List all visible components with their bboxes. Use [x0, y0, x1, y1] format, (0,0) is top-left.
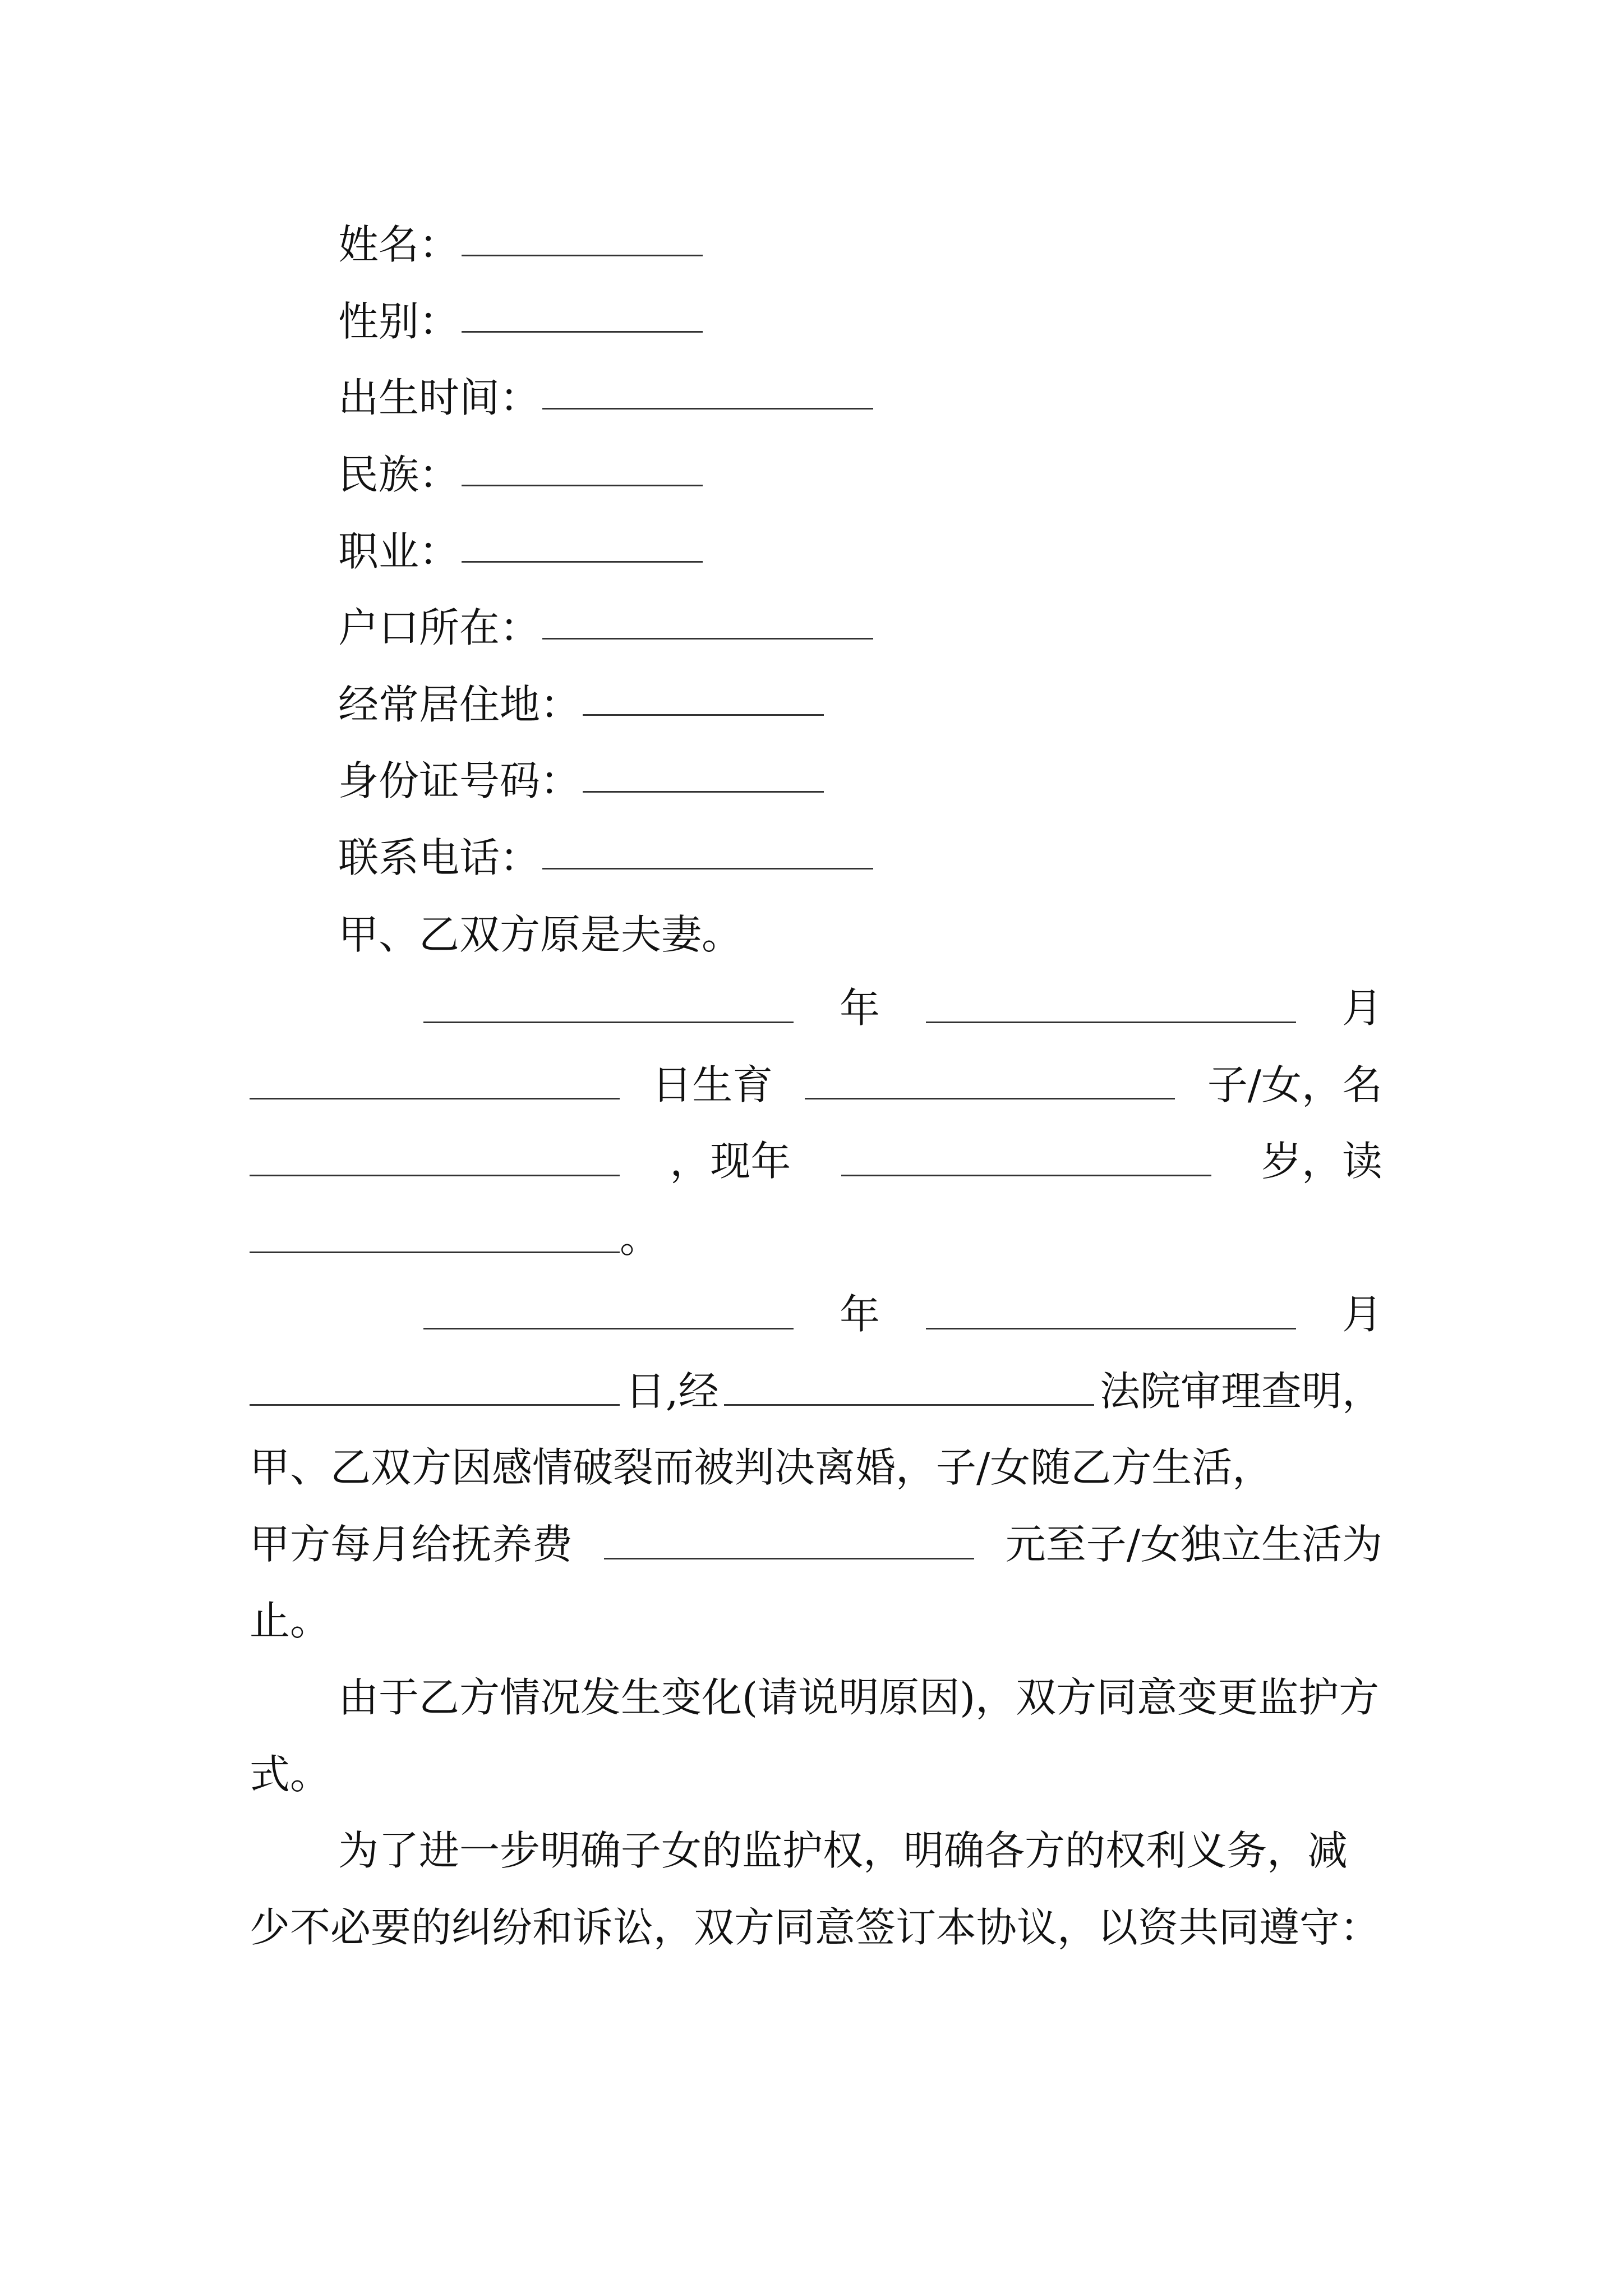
birth-line-1	[250, 970, 1382, 1047]
fill-blank[interactable]	[423, 1300, 794, 1329]
court-line-1	[250, 1276, 1382, 1353]
fill-blank[interactable]	[926, 993, 1296, 1023]
child-label: 子/女，名	[1207, 1061, 1382, 1108]
field-label: 联系电话：	[338, 834, 541, 882]
court-line-5	[250, 1582, 1382, 1659]
period-label: 。	[620, 1214, 661, 1262]
field-occupation	[338, 509, 873, 586]
court-line-4	[250, 1506, 1382, 1583]
study-label: 岁，读	[1261, 1138, 1382, 1185]
field-label: 户口所在：	[338, 604, 541, 652]
fill-blank[interactable]	[423, 993, 794, 1023]
judgment-text: 甲、乙双方因感情破裂而被判决离婚，子/女随乙方生活，	[250, 1444, 1273, 1492]
fill-blank[interactable]	[542, 610, 873, 639]
field-label: 身份证号码：	[338, 757, 581, 805]
field-label: 出生时间：	[338, 374, 541, 422]
agreement-text: 为了进一步明确子女的监护权，明确各方的权利义务，减少不必要的纠纷和诉讼，双方同意签订本协议，以资共同遵守：	[250, 1827, 1381, 1951]
fill-blank[interactable]	[250, 1147, 620, 1176]
field-label: 性别：	[338, 297, 460, 345]
support-fee-label: 甲方每月给抚养费	[250, 1520, 573, 1568]
birth-line-4	[250, 1200, 1382, 1277]
fill-blank[interactable]	[604, 1530, 974, 1559]
court-tail-label: 法院审理查明，	[1099, 1367, 1382, 1415]
fill-blank[interactable]	[583, 763, 824, 793]
fill-blank[interactable]	[250, 1223, 620, 1253]
fill-blank[interactable]	[724, 1376, 1094, 1406]
month-label: 月	[1341, 1291, 1382, 1338]
year-label: 年	[839, 984, 880, 1032]
field-ethnicity	[338, 433, 873, 510]
field-label: 姓名：	[338, 221, 460, 269]
fill-blank[interactable]	[841, 1147, 1211, 1176]
fill-blank[interactable]	[250, 1070, 620, 1099]
party-info-fields	[338, 203, 873, 969]
fill-blank[interactable]	[250, 1376, 620, 1406]
fill-blank[interactable]	[462, 533, 703, 563]
fill-blank[interactable]	[462, 457, 703, 486]
birth-line-3	[250, 1123, 1382, 1200]
birth-line-2	[250, 1047, 1382, 1124]
month-label: 月	[1341, 984, 1382, 1032]
fill-blank[interactable]	[542, 380, 873, 409]
day-birth-label: 日生育	[652, 1061, 773, 1108]
support-until-label: 元至子/女独立生活为	[1005, 1520, 1382, 1568]
field-gender	[338, 280, 873, 357]
fill-blank[interactable]	[542, 840, 873, 869]
change-paragraph	[250, 1659, 1382, 1812]
fill-blank[interactable]	[462, 303, 703, 333]
marriage-statement	[338, 892, 873, 969]
field-id-number	[338, 739, 873, 816]
fill-blank[interactable]	[583, 686, 824, 716]
field-household-registration	[338, 586, 873, 663]
agreement-paragraph	[250, 1812, 1382, 1966]
statement-text: 甲、乙双方原是夫妻。	[338, 910, 743, 958]
fill-blank[interactable]	[462, 227, 703, 256]
fill-blank[interactable]	[805, 1070, 1175, 1099]
field-label: 经常居住地：	[338, 680, 581, 728]
field-label: 民族：	[338, 451, 460, 499]
field-name	[338, 203, 873, 280]
day-court-label: 日,经	[625, 1367, 719, 1415]
fill-blank[interactable]	[926, 1300, 1296, 1329]
birth-paragraph	[250, 970, 1382, 1276]
field-birth-time	[338, 356, 873, 433]
field-label: 职业：	[338, 527, 460, 575]
end-text: 止。	[250, 1597, 331, 1645]
age-label: ，现年	[670, 1138, 791, 1185]
court-line-3	[250, 1429, 1382, 1506]
court-paragraph	[250, 1276, 1382, 1659]
field-residence	[338, 663, 873, 740]
year-label: 年	[839, 1291, 880, 1338]
field-phone	[338, 816, 873, 893]
court-line-2	[250, 1353, 1382, 1430]
change-text: 由于乙方情况发生变化(请说明原因)，双方同意变更监护方式。	[250, 1674, 1380, 1798]
